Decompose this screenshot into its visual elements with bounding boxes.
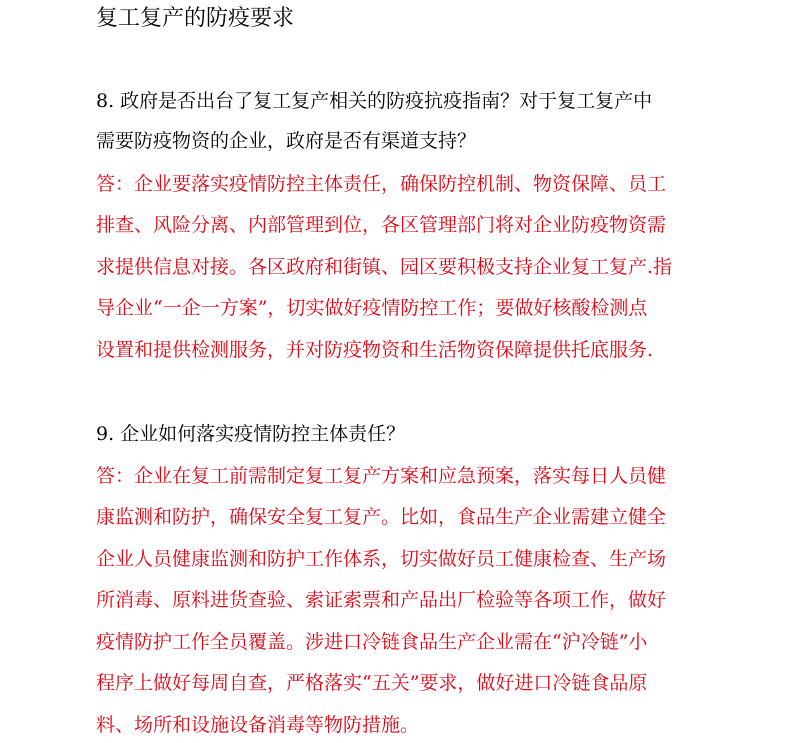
answer-9-line-7: 料、场所和设施设备消毒等物防措施。 — [96, 714, 420, 736]
question-8-line-2: 需要防疫物资的企业，政府是否有渠道支持？ — [96, 130, 477, 152]
question-9-line-1: 9. 企业如何落实疫情防控主体责任？ — [96, 423, 406, 445]
answer-8-line-4: 导企业“一企一方案”，切实做好疫情防控工作；要做好核酸检测点 — [96, 297, 648, 319]
answer-9-line-1: 答：企业在复工前需制定复工复产方案和应急预案，落实每日人员健 — [96, 465, 667, 487]
question-8-line-1: 8. 政府是否出台了复工复产相关的防疫抗疫指南？对于复工复产中 — [96, 90, 653, 112]
answer-8-line-5: 设置和提供检测服务，并对防疫物资和生活物资保障提供托底服务. — [96, 339, 654, 361]
answer-9-line-2: 康监测和防护，确保安全复工复产。比如，食品生产企业需建立健全 — [96, 506, 667, 528]
answer-8-line-3: 求提供信息对接。各区政府和街镇、园区要积极支持企业复工复产.指 — [96, 256, 673, 278]
answer-9-line-3: 企业人员健康监测和防护工作体系，切实做好员工健康检查、生产场 — [96, 548, 667, 570]
answer-9-line-5: 疫情防护工作全员覆盖。涉进口冷链食品生产企业需在“沪冷链”小 — [96, 631, 648, 653]
answer-9-line-4: 所消毒、原料进货查验、索证索票和产品出厂检验等各项工作，做好 — [96, 589, 667, 611]
answer-9-line-6: 程序上做好每周自查，严格落实“五关”要求，做好进口冷链食品原 — [96, 672, 648, 694]
answer-8-line-1: 答：企业要落实疫情防控主体责任，确保防控机制、物资保障、员工 — [96, 173, 667, 195]
answer-8-line-2: 排查、风险分离、内部管理到位，各区管理部门将对企业防疫物资需 — [96, 214, 667, 236]
section-heading: 复工复产的防疫要求 — [96, 6, 295, 31]
